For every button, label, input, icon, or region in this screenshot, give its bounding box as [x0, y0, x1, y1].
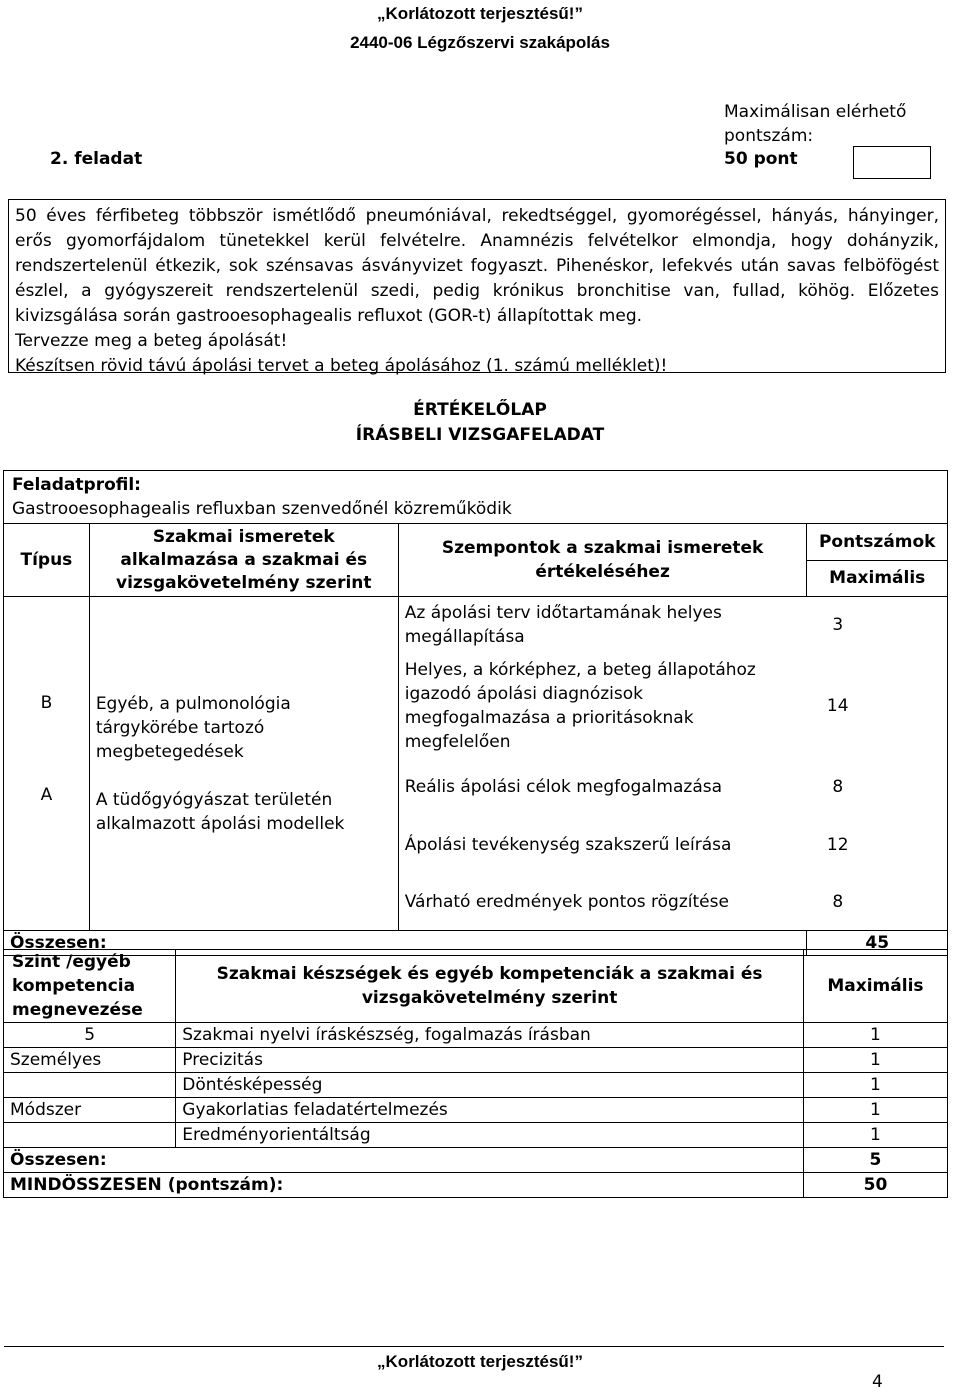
- col-points-label: Pontszámok: [807, 524, 947, 561]
- type-cell: [4, 597, 90, 931]
- points-cell: 1: [803, 1098, 947, 1123]
- criteria-cell: [398, 597, 947, 931]
- max-points-label-line1: Maximálisan elérhető: [724, 102, 907, 122]
- points-cell: 1: [803, 1023, 947, 1048]
- footer-divider: [4, 1346, 944, 1347]
- competency-table: [3, 949, 948, 1198]
- criteria-text: Reális ápolási célok megfogalmazása: [404, 777, 723, 797]
- grand-total-value: 50: [803, 1173, 947, 1198]
- score-box: [853, 146, 931, 179]
- col-max-header: Maximális: [803, 950, 947, 1023]
- task-description: [8, 199, 946, 376]
- evaluation-table: [3, 470, 948, 956]
- skill-cell: Eredményorientáltság: [176, 1123, 804, 1148]
- criteria-points: 8: [832, 892, 844, 912]
- points-cell: 1: [803, 1123, 947, 1148]
- table1-total-label: Összesen:: [4, 931, 807, 956]
- skill-cell: Precizitás: [176, 1048, 804, 1073]
- level-cell: [4, 1073, 176, 1098]
- criteria-text: Az ápolási terv időtartamának helyes megállapítása: [404, 603, 722, 647]
- knowledge-cell: [89, 597, 398, 931]
- criteria-text: Ápolási tevékenység szakszerű leírása: [404, 835, 732, 855]
- level-cell: [4, 1123, 176, 1148]
- col-type-header: Típus: [4, 524, 90, 597]
- col-criteria-header: Szempontok a szakmai ismeretek értékeléséhez: [398, 524, 807, 597]
- task-instruction-1: Tervezze meg a beteg ápolását!: [15, 331, 288, 351]
- profile-cell: [4, 471, 948, 524]
- restricted-footer: „Korlátozott terjesztésű!”: [377, 1352, 583, 1371]
- max-points-label: [724, 100, 906, 148]
- criteria-points: 14: [826, 695, 849, 716]
- points-cell: 1: [803, 1048, 947, 1073]
- knowledge-a: A tüdőgyógyászat területén alkalmazott ápolási modellek: [95, 790, 345, 834]
- col-level-header: Szint /egyéb kompetencia megnevezése: [4, 950, 176, 1023]
- profile-text: Gastrooesophagealis refluxban szenvedőnél közreműködik: [12, 499, 512, 519]
- task-label: 2. feladat: [50, 149, 143, 169]
- eval-title: ÉRTÉKELŐLAP: [413, 400, 547, 420]
- criteria-text: Helyes, a kórképhez, a beteg állapotához igazodó ápolási diagnózisok megfogalmazása a prioritásoknak megfelelően: [404, 659, 756, 752]
- criteria-row: [399, 758, 947, 816]
- criteria-row: [399, 597, 947, 653]
- points-cell: 1: [803, 1073, 947, 1098]
- criteria-row: [399, 874, 947, 930]
- restricted-header: „Korlátozott terjesztésű!”: [377, 4, 583, 23]
- profile-label: Feladatprofil:: [12, 475, 141, 495]
- table1-total-value: 45: [807, 931, 948, 956]
- task-instruction-2: Készítsen rövid távú ápolási tervet a beteg ápolásához (1. számú melléklet)!: [15, 356, 668, 376]
- skill-cell: Szakmai nyelvi íráskészség, fogalmazás írásban: [176, 1023, 804, 1048]
- type-a: A: [40, 785, 53, 805]
- level-cell: Módszer: [4, 1098, 176, 1123]
- page-number: 4: [872, 1372, 883, 1392]
- skill-cell: Gyakorlatias feladatértelmezés: [176, 1098, 804, 1123]
- col-max-label: Maximális: [829, 568, 926, 588]
- table2-total-label: Összesen:: [4, 1148, 804, 1173]
- skill-cell: Döntésképesség: [176, 1073, 804, 1098]
- grand-total-label: MINDÖSSZESEN (pontszám):: [4, 1173, 804, 1198]
- level-cell: 5: [4, 1023, 176, 1048]
- task-text: 50 éves férfibeteg többször ismétlődő pneumóniával, rekedtséggel, gyomorégéssel, hányás, hányinger, erős gyomorfájdalom tünetekkel kerül felvételre. Anamnézis felvételkor elmondja, hogy dohányzik, rendszertelenül étkezik, sok szénsavas ásványvizet fogyaszt. Pihenéskor, lefekvés után savas felböfögést észlel, a gyógyszereit rendszertelenül szedi, pedig krónikus bronchitise van, fullad, köhög. Előzetes kivizsgálása során gastrooesophagealis refluxot (GOR-t) állapítottak meg.: [15, 206, 939, 326]
- max-points-value: 50 pont: [724, 149, 798, 169]
- col-points-header: [807, 524, 948, 597]
- eval-subtitle: ÍRÁSBELI VIZSGAFELADAT: [355, 425, 605, 445]
- criteria-points: 8: [832, 777, 844, 797]
- criteria-row: [399, 816, 947, 874]
- criteria-text: Várható eredmények pontos rögzítése: [404, 892, 729, 912]
- criteria-row: [399, 653, 947, 758]
- col-knowledge-header: Szakmai ismeretek alkalmazása a szakmai és vizsgakövetelmény szerint: [89, 524, 398, 597]
- criteria-points: 12: [826, 835, 849, 855]
- level-cell: Személyes: [4, 1048, 176, 1073]
- max-points-label-line2: pontszám:: [724, 126, 814, 146]
- type-b: B: [40, 693, 53, 713]
- subject-header: 2440-06 Légzőszervi szakápolás: [350, 33, 610, 52]
- col-skills-header: Szakmai készségek és egyéb kompetenciák a szakmai és vizsgakövetelmény szerint: [176, 950, 804, 1023]
- knowledge-b: Egyéb, a pulmonológia tárgykörébe tartozó megbetegedések: [95, 694, 291, 762]
- criteria-points: 3: [832, 615, 844, 635]
- table2-total-value: 5: [803, 1148, 947, 1173]
